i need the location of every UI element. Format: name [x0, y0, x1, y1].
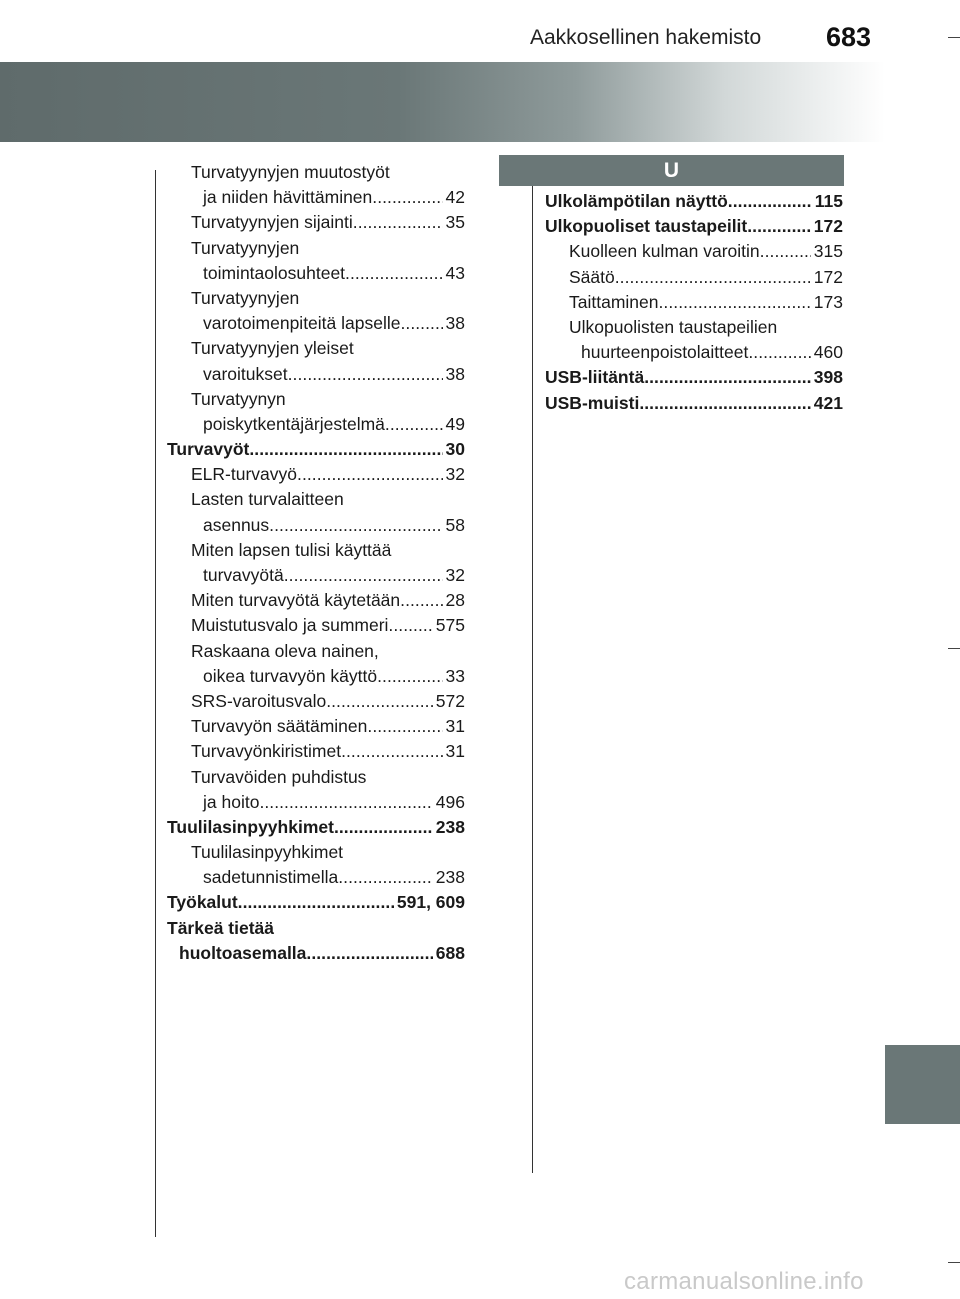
section-letter: U — [663, 158, 680, 182]
index-entry — [167, 840, 465, 890]
index-entry-text: Työkalut — [167, 892, 238, 913]
index-column-left — [167, 160, 465, 966]
section-letter-band — [499, 155, 844, 186]
index-entry-text: varoitukset — [203, 363, 288, 384]
dot-leader — [345, 261, 442, 286]
index-entry — [167, 437, 465, 462]
index-entry-text: Turvavyönkiristimet — [191, 741, 342, 762]
index-entry — [167, 210, 465, 235]
index-entry-text: Turvatyynyn — [191, 388, 286, 409]
dot-leader — [400, 588, 442, 613]
index-entry-text: Turvatyynyjen — [191, 287, 300, 308]
index-page-reference: 32 — [445, 565, 465, 585]
index-entry-text: Ulkolämpötilan näyttö — [545, 191, 728, 211]
dot-leader — [306, 941, 432, 966]
dot-leader — [659, 290, 811, 315]
index-entry-text: Kuolleen kulman varoitin — [569, 241, 760, 262]
index-page-reference: 688 — [435, 942, 465, 963]
index-page-reference: 30 — [445, 439, 465, 460]
dot-leader — [377, 664, 442, 689]
dot-leader — [728, 189, 812, 214]
dot-leader — [388, 613, 432, 638]
dot-leader — [385, 412, 443, 437]
index-entry — [167, 765, 465, 815]
index-entry — [167, 815, 465, 840]
index-entry — [167, 538, 465, 588]
index-entry — [167, 588, 465, 613]
index-entry-text: Miten lapsen tulisi käyttää — [191, 539, 392, 560]
index-entry — [545, 391, 843, 416]
index-entry-text: varotoimenpiteitä lapselle — [203, 313, 401, 334]
index-entry-text: sadetunnistimella — [203, 867, 339, 888]
index-entry — [167, 916, 465, 966]
index-entry — [167, 714, 465, 739]
index-entry-text: Säätö — [569, 266, 615, 287]
index-entry — [545, 239, 843, 264]
index-page-reference: 238 — [435, 816, 465, 837]
index-entry-text: Turvatyynyjen muutostyöt — [191, 162, 390, 182]
index-entry-text: Turvatyynyjen sijainti — [191, 212, 353, 233]
index-page-reference: 591, 609 — [396, 892, 465, 913]
index-entry-text: Tuulilasinpyyhkimet — [191, 842, 344, 863]
dot-leader — [259, 790, 432, 815]
index-page-reference: 38 — [445, 363, 465, 384]
middle-column-rule — [532, 170, 533, 1173]
index-page-reference: 32 — [445, 464, 465, 485]
index-entry-text: Turvatyynyjen yleiset — [191, 338, 354, 359]
page-header-title: Aakkosellinen hakemisto — [530, 26, 762, 49]
dot-leader — [400, 311, 442, 336]
index-entry-text: Lasten turvalaitteen — [191, 489, 344, 510]
index-page-reference: 575 — [435, 615, 465, 636]
index-entry — [167, 387, 465, 437]
dot-leader — [269, 513, 442, 538]
index-page-reference: 58 — [445, 514, 465, 535]
index-page-reference: 49 — [445, 413, 465, 434]
index-entry — [167, 160, 465, 210]
dot-leader — [747, 214, 811, 239]
index-page-reference: 31 — [445, 716, 465, 737]
index-page-reference: 42 — [445, 187, 465, 208]
index-entry — [167, 336, 465, 386]
index-page-reference: 31 — [445, 741, 465, 762]
index-page-reference: 496 — [435, 791, 465, 812]
dot-leader — [238, 890, 394, 915]
index-entry — [167, 462, 465, 487]
dot-leader — [249, 437, 442, 462]
dot-leader — [644, 365, 811, 390]
index-entry-text: ja hoito — [203, 791, 260, 812]
index-entry-text: SRS-varoitusvalo — [191, 690, 327, 711]
index-entry — [167, 639, 465, 689]
index-entry-text: USB-muisti — [545, 392, 640, 413]
index-entry-text: huurteenpoistolaitteet — [581, 342, 749, 363]
index-entry-text: huoltoasemalla — [179, 942, 307, 963]
index-entry-text: Turvavöiden puhdistus — [191, 766, 367, 787]
index-entry-text: ja niiden hävittäminen — [203, 187, 373, 208]
index-entry-text: Ulkopuoliset taustapeilit — [545, 216, 748, 237]
dot-leader — [615, 265, 811, 290]
page-number: 683 — [826, 22, 872, 52]
index-entry — [545, 315, 843, 365]
dot-leader — [367, 714, 442, 739]
index-entry-text: toimintaolosuhteet — [203, 262, 346, 283]
crop-mark — [948, 1262, 960, 1263]
index-entry-text: turvavyötä — [203, 565, 284, 585]
index-page-reference: 28 — [445, 590, 465, 611]
index-entry-text: Raskaana oleva nainen, — [191, 640, 379, 661]
index-column-right — [545, 189, 843, 416]
dot-leader — [372, 185, 442, 210]
index-entry-text: Turvavyöt — [167, 439, 250, 460]
index-entry — [167, 236, 465, 286]
index-page-reference: 38 — [445, 313, 465, 334]
index-entry — [167, 739, 465, 764]
index-entry-text: oikea turvavyön käyttö — [203, 665, 378, 686]
left-column-rule — [155, 170, 156, 1237]
header-band — [0, 62, 885, 142]
index-page-reference: 398 — [813, 367, 843, 388]
chapter-tab — [885, 1045, 960, 1124]
index-entry — [167, 613, 465, 638]
index-entry — [167, 890, 465, 915]
index-page-reference: 33 — [445, 665, 465, 686]
index-page-reference: 172 — [813, 266, 843, 287]
dot-leader — [334, 815, 433, 840]
dot-leader — [760, 239, 811, 264]
watermark-text: carmanualsonline.info — [624, 1268, 864, 1295]
index-entry — [545, 189, 843, 214]
index-page-reference: 35 — [445, 212, 465, 233]
dot-leader — [748, 340, 810, 365]
index-page-reference: 172 — [813, 216, 843, 237]
index-entry-text: Muistutusvalo ja summeri — [191, 615, 389, 636]
index-entry-text: Turvatyynyjen — [191, 237, 300, 258]
dot-leader — [353, 210, 443, 235]
index-page-reference: 173 — [813, 291, 843, 312]
crop-mark — [948, 37, 960, 38]
index-entry-text: poiskytkentäjärjestelmä — [203, 413, 385, 434]
index-page-reference: 115 — [814, 191, 843, 211]
index-entry-text: Turvavyön säätäminen — [191, 716, 368, 737]
dot-leader — [338, 865, 433, 890]
index-entry-text: Tärkeä tietää — [167, 917, 275, 938]
dot-leader — [288, 362, 443, 387]
index-page-reference: 43 — [445, 262, 465, 283]
index-page-reference: 238 — [435, 867, 465, 888]
index-page-reference: 315 — [813, 241, 843, 262]
index-entry-text: ELR-turvavyö — [191, 464, 298, 485]
crop-mark — [948, 648, 960, 649]
index-entry — [167, 689, 465, 714]
index-entry-text: asennus — [203, 514, 270, 535]
index-entry — [545, 214, 843, 239]
index-entry-text: Tuulilasinpyyhkimet — [167, 816, 334, 837]
dot-leader — [639, 391, 810, 416]
index-entry — [167, 487, 465, 537]
index-entry-text: USB-liitäntä — [545, 367, 645, 388]
dot-leader — [326, 689, 433, 714]
index-page-reference: 460 — [813, 342, 843, 363]
dot-leader — [284, 563, 443, 588]
index-entry — [545, 290, 843, 315]
dot-leader — [297, 462, 443, 487]
index-page-reference: 421 — [813, 392, 843, 413]
dot-leader — [341, 739, 442, 764]
index-entry-text: Taittaminen — [569, 291, 659, 312]
index-page-reference: 572 — [435, 690, 465, 711]
index-entry-text: Ulkopuolisten taustapeilien — [569, 316, 778, 337]
index-entry — [545, 365, 843, 390]
index-entry-text: Miten turvavyötä käytetään — [191, 590, 401, 611]
index-entry — [545, 265, 843, 290]
index-entry — [167, 286, 465, 336]
